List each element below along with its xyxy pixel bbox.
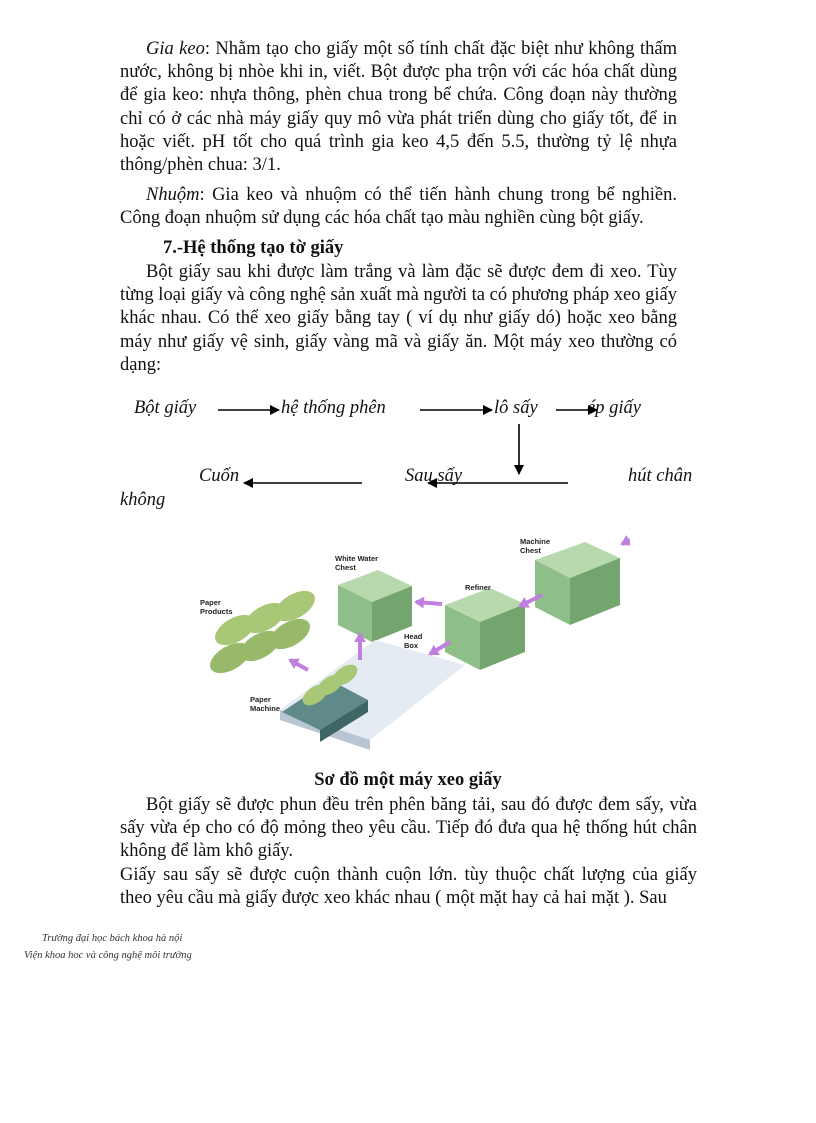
footer-university: Trường đại học bách khoa hà nội: [42, 933, 183, 944]
flow-step-bot-giay: Bột giấy: [134, 398, 197, 418]
refiner-box: [445, 588, 525, 670]
flow-step-hut-chan: hút chân: [628, 466, 693, 486]
paper-machine: [280, 640, 465, 750]
flow-step-sau-say: Sau sấy: [405, 466, 463, 486]
label-paper-machine: Paper Machine: [250, 695, 281, 713]
paragraph-nhuom-text: : Gia keo và nhuộm có thể tiến hành chung trong bể nghiền. Công đoạn nhuộm sử dụng các hóa chất tạo màu nghiền cùng bột giấy.: [120, 185, 677, 229]
paper-machine-figure: [190, 530, 630, 755]
term-nhuom: Nhuộm: [146, 185, 200, 205]
paragraph-phun-deu: Bột giấy sẽ được phun đều trên phên băng tải, sau đó được đem sấy, vừa sấy vừa ép cho có độ mỏng theo yêu cầu. Tiếp đó đưa qua hệ thống hút chân không để làm khô giấy.: [120, 795, 697, 862]
term-gia-keo: Gia keo: [146, 39, 205, 59]
paragraph-xeo-giay: Bột giấy sau khi được làm trắng và làm đặc sẽ được đem đi xeo. Tùy từng loại giấy và công nghệ sản xuất mà người ta có phương pháp xeo giấy khác nhau. Có thể xeo giấy bằng tay ( ví dụ như giấy dó) hoặc xeo bằng máy như giấy vệ sinh, giấy vàng mã và giấy ăn. Một máy xeo thường có dạng:: [120, 262, 677, 375]
footer-institute: Viện khoa hoc và công nghệ môi trường: [24, 950, 192, 961]
paragraph-gia-keo-text: : Nhằm tạo cho giấy một số tính chất đặc biệt như không thấm nước, không bị nhòe khi in, viết. Bột được pha trộn với các hóa chất dùng để gia keo: nhựa thông, phèn chua trong bể chứa. Công đoạn này thường chỉ có ở các nhà máy giấy quy mô vừa phát triển dùng cho giấy tốt, để in hoặc viết. pH tốt cho quá trình gia keo 4,5 đến 5.5, thường tỷ lệ nhựa thông/phèn chua: 3/1.: [120, 39, 677, 176]
label-head-box: Head Box: [404, 632, 423, 650]
flow-step-cuon: Cuốn: [199, 466, 240, 486]
label-machine-chest: Machine Chest: [520, 537, 551, 555]
label-refiner: Refiner: [465, 583, 491, 592]
label-paper-products: Paper Products: [200, 598, 233, 616]
flow-arrows: [0, 0, 816, 520]
paragraph-cuon: Giấy sau sấy sẽ được cuộn thành cuộn lớn. tùy thuộc chất lượng của giấy theo yêu cầu mà giấy được xeo khác nhau ( một mặt hay cả hai mặt ). Sau: [120, 865, 697, 909]
flow-step-khong: không: [120, 490, 166, 510]
flow-step-ep-giay: ép giấy: [587, 398, 641, 418]
machine-chest-box: [535, 542, 620, 625]
figure-caption: Sơ đồ một máy xeo giấy: [314, 770, 502, 790]
flow-step-lo-say: lô sấy: [494, 398, 538, 418]
section-heading: 7.-Hệ thống tạo tờ giấy: [163, 238, 344, 258]
flow-step-he-thong-phen: hệ thống phên: [281, 398, 386, 418]
white-water-chest-box: [338, 570, 412, 642]
label-white-water-chest: White Water Chest: [335, 554, 379, 572]
